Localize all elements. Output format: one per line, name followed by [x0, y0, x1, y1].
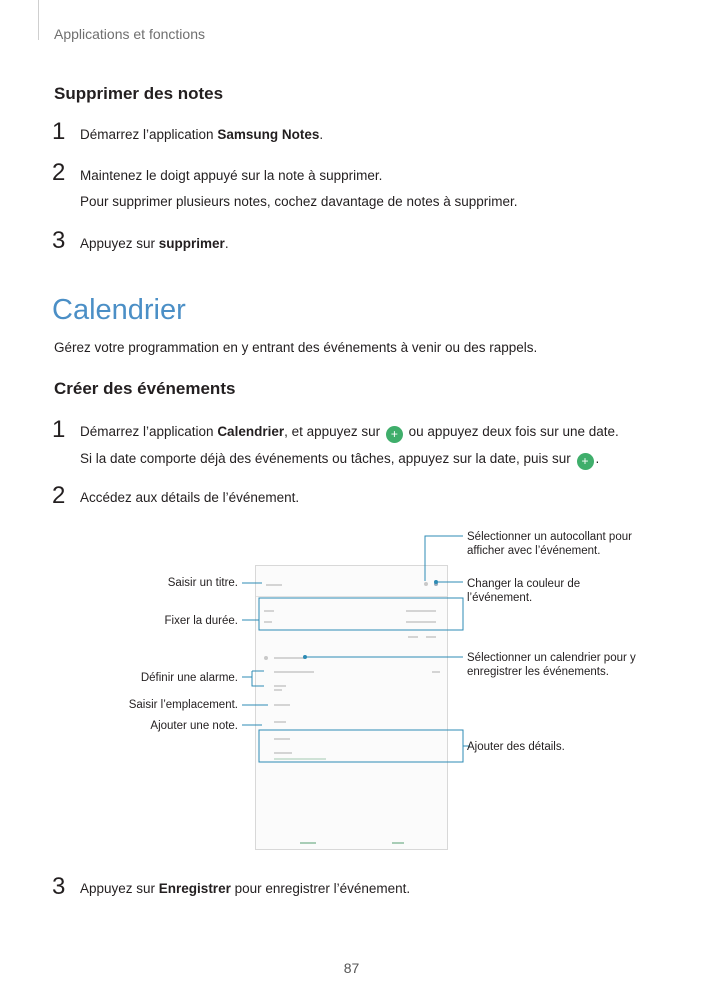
- step-number: 3: [52, 227, 66, 254]
- subsection-title: Créer des événements: [54, 379, 236, 398]
- step-text: Démarrez l’application Calendrier, et appuyez sur + ou appuyez deux fois sur une date.: [80, 424, 619, 441]
- step-number: 2: [52, 482, 66, 509]
- running-header: Applications et fonctions: [54, 26, 205, 42]
- plus-icon: +: [577, 453, 594, 470]
- section-intro: Gérez votre programmation en y entrant des événements à venir ou des rappels.: [54, 340, 538, 355]
- section-title-delete-notes: Supprimer des notes: [54, 84, 224, 103]
- step-text: Appuyez sur supprimer.: [80, 236, 229, 251]
- callout-duration: Fixer la durée.: [164, 615, 238, 627]
- callout-title: Saisir un titre.: [167, 577, 238, 589]
- step-subtext: Pour supprimer plusieurs notes, cochez davantage de notes à supprimer.: [80, 194, 518, 209]
- callout-note: Ajouter une note.: [150, 720, 238, 732]
- step-subtext: Si la date comporte déjà des événements ou tâches, appuyez sur la date, puis sur + .: [80, 451, 600, 468]
- callout-calendar: Sélectionner un calendrier pour y enregistrer les événements.: [467, 652, 636, 678]
- plus-icon: +: [386, 426, 403, 443]
- step-text: Démarrez l’application Samsung Notes.: [80, 127, 324, 142]
- step-number: 1: [52, 118, 66, 145]
- callout-details: Ajouter des détails.: [467, 741, 565, 753]
- callout-alarm: Définir une alarme.: [140, 672, 238, 684]
- step-text: Accédez aux détails de l’événement.: [80, 490, 300, 505]
- step-number: 2: [52, 159, 66, 186]
- step-text: Maintenez le doigt appuyé sur la note à supprimer.: [80, 168, 383, 183]
- page-number: 87: [343, 960, 360, 976]
- step-number: 1: [52, 416, 66, 443]
- step-text: Appuyez sur Enregistrer pour enregistrer l’événement.: [80, 881, 411, 896]
- callout-location: Saisir l’emplacement.: [128, 699, 238, 711]
- section-title-calendar: Calendrier: [52, 294, 186, 326]
- step-number: 3: [52, 873, 66, 900]
- callout-color: Changer la couleur de l’événement.: [467, 578, 581, 604]
- callout-sticker: Sélectionner un autocollant pour afficher avec l’événement.: [467, 531, 632, 557]
